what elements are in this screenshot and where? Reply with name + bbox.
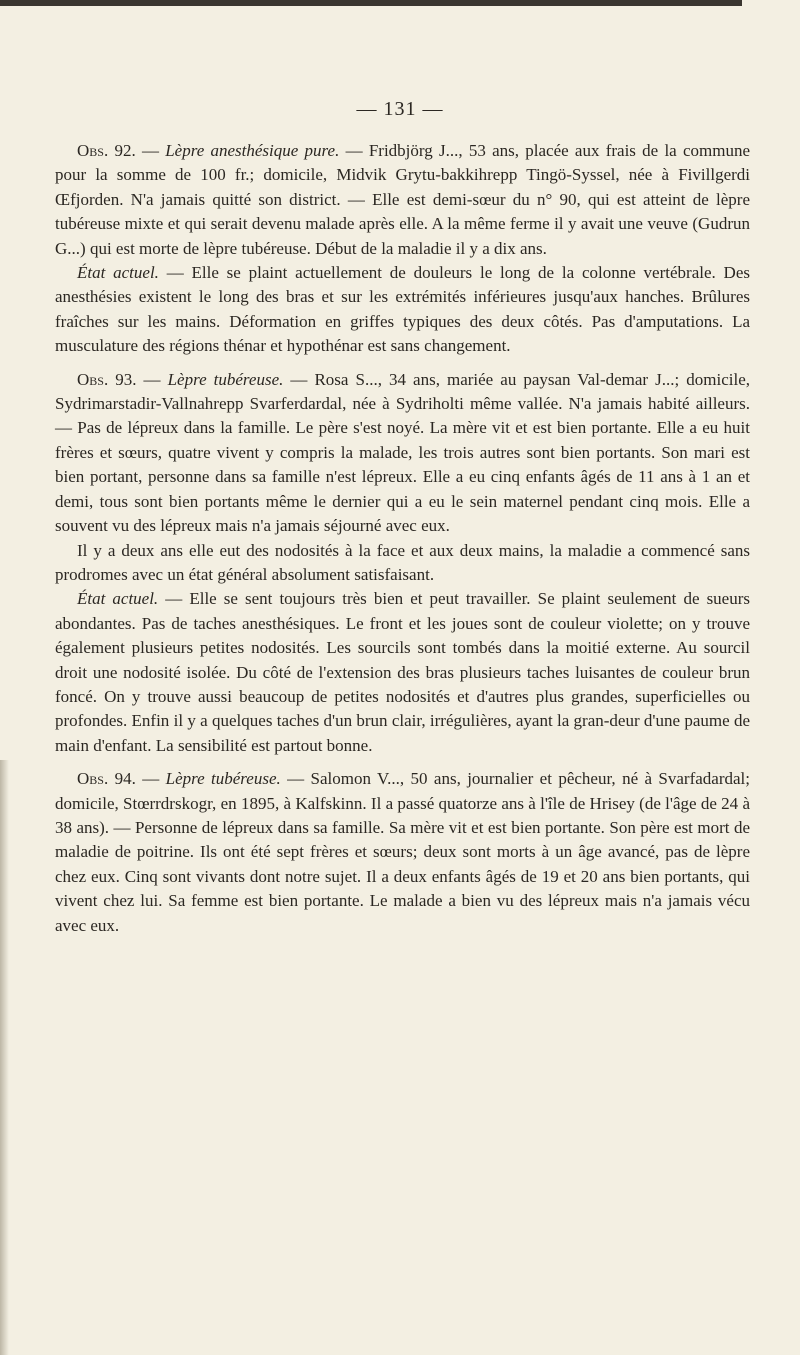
paragraph-etat-actuel-93 (55, 587, 750, 758)
paragraph-onset-93 (55, 539, 750, 588)
observation-number: Obs. 92. — (77, 141, 159, 160)
paragraph-text: — Elle se plaint actuellement de douleurs le long de la colonne vertébrale. Des anesthésies existent le long des bras et sur les extrémités inférieures jusqu'aux hanches. Brûlures fraîches sur les mains. Déformation en griffes typiques des deux côtés. Pas d'amputations. La musculature des régions thénar et hypothénar est sans changement. (55, 263, 750, 356)
diagnosis-label: Lèpre tubéreuse. (167, 369, 284, 389)
top-rule (0, 0, 742, 6)
paragraph-text: — Rosa S..., 34 ans, mariée au paysan Val-demar J...; domicile, Sydrimarstadir-Vallnahrepp Svarferdardal, née à Sydriholti même vallée. N'a jamais habité ailleurs. — Pas de lépreux dans la famille. Le père s'est noyé. La mère vit et est bien portante. Elle a eu huit frères et sœurs, quatre vivent y compris la malade, les trois autres sont bien portants. Son mari est bien portant, personne dans sa famille n'est lépreux. Elle a eu cinq enfants âgés de 11 ans à 1 an et demi, tous sont bien portants même le dernier qui a eu le sein maternel pendant cinq mois. Elle a souvent vu des lépreux mais n'a jamais séjourné avec eux. (55, 369, 750, 536)
paragraph-text: — Fridbjörg J..., 53 ans, placée aux frais de la commune pour la somme de 100 fr.; domicile, Midvik Grytu-bakkihrepp Tingö-Syssel, née à Fivillgerdi Œfjorden. N'a jamais quitté son district. — Elle est demi-sœur du n° 90, qui est atteint de lèpre tubéreuse mixte et qui serait devenu malade après elle. A la même ferme il y avait une veuve (Gudrun G...) qui est morte de lèpre tubéreuse. Début de la maladie il y a dix ans. (55, 141, 750, 258)
section-label: État actuel. (77, 263, 159, 283)
diagnosis-label: Lèpre tubéreuse. (165, 769, 281, 789)
paragraph-text: — Salomon V..., 50 ans, journalier et pêcheur, né à Svarfadardal; domicile, Stœrrdrskogr, en 1895, à Kalfskinn. Il a passé quatorze ans à l'île de Hrisey (de l'âge de 24 à 38 ans). — Personne de lépreux dans sa famille. Sa mère vit et est bien portante. Son père est mort de maladie de poitrine. Ils ont été sept frères et sœurs; deux sont morts à un âge avancé, pas de lèpre chez eux. Cinq sont vivants dont notre sujet. Il a deux enfants âgés de 19 et 20 ans bien portants, qui vivent chez lui. Sa femme est bien portante. Le malade a bien vu des lépreux mais n'a jamais vécu avec eux. (55, 769, 750, 935)
paragraph-text: — Elle se sent toujours très bien et peut travailler. Se plaint seulement de sueurs abondantes. Pas de taches anesthésiques. Le front et les joues sont de couleur violette; on y trouve également plusieurs petites nodosités. Les sourcils sont tombés dans la moitié externe. Au sourcil droit une nodosité isolée. Du côté de l'extension des bras plusieurs taches luisantes de couleur brun foncé. On y trouve aussi beaucoup de petites nodosités et d'autres plus grandes, superficielles ou profondes. Enfin il y a quelques taches d'un brun clair, irrégulières, ayant la gran-deur d'une paume de main d'enfant. La sensibilité est partout bonne. (55, 589, 751, 755)
binding-shadow (0, 760, 9, 1355)
observation-number: Obs. 93. — (77, 369, 161, 389)
page-body (55, 139, 750, 938)
paragraph-text: Il y a deux ans elle eut des nodosités à la face et aux deux mains, la maladie a commencé sans prodromes avec un état général absolument satisfaisant. (55, 540, 750, 584)
paragraph-obs-94 (55, 767, 750, 938)
paragraph-obs-93 (55, 368, 750, 539)
page-number: — 131 — (356, 98, 444, 120)
diagnosis-label: Lèpre anesthésique pure. (165, 141, 340, 160)
observation-number: Obs. 94. — (77, 769, 160, 789)
paragraph-etat-actuel-92 (55, 261, 750, 359)
paragraph-obs-92 (55, 139, 750, 261)
section-label: État actuel. (77, 589, 159, 609)
